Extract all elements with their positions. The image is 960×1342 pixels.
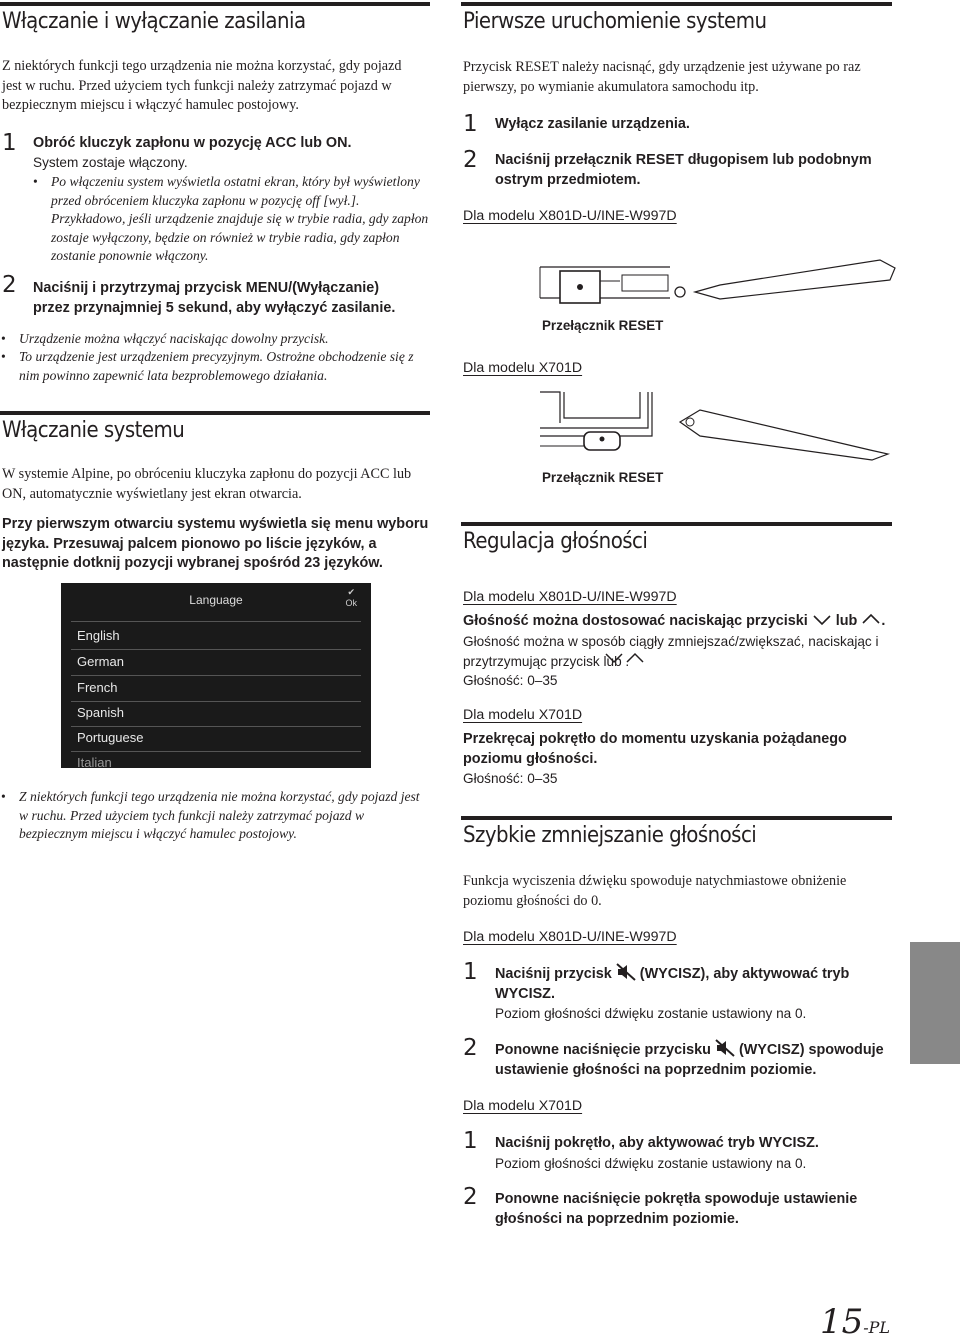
- chevron-down-icon: [604, 652, 624, 664]
- section-title: Włączanie systemu: [2, 418, 185, 443]
- language-item[interactable]: Spanish: [77, 705, 124, 720]
- page-number: [820, 1302, 890, 1342]
- step-number: 2: [463, 1184, 478, 1210]
- model-label: Dla modelu X801D-U/INE-W997D: [463, 929, 677, 945]
- instruction-bold: Przekręcaj pokrętło do momentu uzyskania pożądanego poziomu głośności.: [463, 731, 847, 767]
- step-number: 1: [463, 959, 478, 985]
- step-number: 2: [2, 272, 17, 298]
- divider: [71, 726, 361, 727]
- bullet-note: • Z niektórych funkcji tego urządzenia nie można korzystać, gdy pojazd jest w ruchu. Przed użyciem tych funkcji należy zatrzymać pojazd w bezpiecznym miejscu i włączyć hamulec postojowy.: [19, 788, 429, 844]
- step-number: 1: [463, 111, 478, 137]
- step-number: 2: [463, 1035, 478, 1061]
- section-title: Regulacja głośności: [463, 529, 648, 554]
- section-rule: [0, 411, 430, 415]
- instruction-text: lub: [835, 613, 858, 629]
- step-text-part: (WYCISZ), aby aktywować tryb WYCISZ.: [495, 966, 850, 1002]
- chevron-up-icon: [625, 652, 645, 664]
- instruction-text: Głośność można w sposób ciągły zmniejszać/zwiększać, naciskając i przytrzymując przycisk: [463, 634, 879, 669]
- section-rule: [461, 816, 892, 820]
- step-text: Ponowne naciśnięcie pokrętła spowoduje ustawienie głośności na poprzednim poziomie.: [495, 1191, 858, 1227]
- step-text: Wyłącz zasilanie urządzenia.: [495, 116, 690, 132]
- ok-label: Ok: [345, 598, 357, 608]
- step-number: 2: [463, 147, 478, 173]
- mute-icon: [616, 963, 636, 981]
- step-text: Obróć kluczyk zapłonu w pozycję ACC lub ON.: [33, 135, 352, 151]
- model-label: Dla modelu X701D: [463, 360, 583, 376]
- intro-text: W systemie Alpine, po obróceniu kluczyka zapłonu do pozycji ACC lub ON, automatycznie wyświetlany jest ekran otwarcia.: [2, 466, 412, 502]
- divider: [71, 649, 361, 650]
- model-label: Dla modelu X701D: [463, 707, 583, 723]
- bullet-note: • Po włączeniu system wyświetla ostatni ekran, który był wyświetlony przed obróceniem kluczyka zapłonu w pozycję off [wył.]. Przykładowo, jeśli urządzenie znajduje się w trybie radia, gdy zapłon zostaje wyłączony, będzie on również w trybie radia, gdy zapłon zostanie ponownie włączony.: [51, 173, 429, 266]
- device-reset-illustration: [540, 255, 900, 325]
- instruction-text: lub: [603, 653, 622, 669]
- step-text: [495, 1041, 895, 1080]
- step-text-part: Naciśnij przycisk: [495, 966, 612, 982]
- intro-text: Funkcja wyciszenia dźwięku spowoduje natychmiastowe obniżenie poziomu głośności do 0.: [463, 873, 847, 909]
- step-text: Naciśnij przełącznik RESET długopisem lub podobnym ostrym przedmiotem.: [495, 152, 872, 188]
- step-text-part: (WYCISZ) spowoduje ustawienie głośności na poprzednim poziomie.: [495, 1042, 884, 1078]
- step-number: 1: [2, 130, 17, 156]
- section-rule: [461, 2, 892, 6]
- intro-text: Przycisk RESET należy nacisnąć, gdy urządzenie jest używane po raz pierwszy, po wymianie akumulatora samochodu itp.: [463, 59, 861, 95]
- section-rule: [0, 2, 430, 6]
- section-title: Włączanie i wyłączanie zasilania: [2, 9, 306, 34]
- section-rule: [461, 522, 892, 526]
- model-label: Dla modelu X701D: [463, 1098, 583, 1114]
- language-screen: [61, 583, 371, 768]
- instruction-bold: Głośność można dostosować naciskając przyciski lub .: [463, 613, 886, 629]
- page-number-value: 15: [819, 1302, 864, 1342]
- section-title: Pierwsze uruchomienie systemu: [463, 9, 767, 34]
- model-label: Dla modelu X801D-U/INE-W997D: [463, 208, 677, 224]
- instruction-text: Głośność można w sposób ciągły zmniejszać/zwiększać, naciskając i przytrzymując przycisk lub .: [463, 634, 879, 669]
- volume-range: Głośność: 0–35: [463, 673, 558, 688]
- language-item[interactable]: Italian: [77, 755, 112, 768]
- step-text-part: Ponowne naciśnięcie przycisku: [495, 1042, 711, 1058]
- bullet-note: • To urządzenie jest urządzeniem precyzyjnym. Ostrożne obchodzenie się z nim powinno zapewnić lata bezproblemowego działania.: [19, 348, 429, 385]
- instruction-text: Głośność można dostosować naciskając przyciski: [463, 613, 808, 629]
- section-title: Szybkie zmniejszanie głośności: [463, 823, 757, 848]
- step-result: Poziom głośności dźwięku zostanie ustawiony na 0.: [495, 1006, 807, 1021]
- bullet-note: • Urządzenie można włączyć naciskając dowolny przycisk.: [19, 330, 429, 349]
- divider: [71, 701, 361, 702]
- chevron-down-icon: [812, 614, 832, 626]
- model-label: Dla modelu X801D-U/INE-W997D: [463, 589, 677, 605]
- chevron-up-icon: [861, 613, 881, 625]
- intro-text: Z niektórych funkcji tego urządzenia nie można korzystać, gdy pojazd jest w ruchu. Przed użyciem tych funkcji należy zatrzymać pojazd w bezpiecznym miejscu i włączyć hamulec postojowy.: [2, 58, 402, 113]
- language-item[interactable]: German: [77, 654, 124, 669]
- figure-caption: Przełącznik RESET: [542, 470, 664, 485]
- divider: [71, 751, 361, 752]
- language-item[interactable]: Portuguese: [77, 730, 144, 745]
- mute-icon: [715, 1039, 735, 1057]
- device-reset-illustration: [540, 388, 900, 463]
- page-language-suffix: -PL: [863, 1318, 890, 1337]
- divider: [71, 675, 361, 676]
- step-text: [495, 965, 885, 1004]
- step-text: Naciśnij pokrętło, aby aktywować tryb WYCISZ.: [495, 1135, 819, 1151]
- divider: [71, 621, 361, 622]
- step-result: System zostaje włączony.: [33, 155, 188, 170]
- step-number: 1: [463, 1128, 478, 1154]
- language-item[interactable]: French: [77, 680, 118, 695]
- ok-button[interactable]: [345, 587, 357, 608]
- figure-caption: Przełącznik RESET: [542, 318, 664, 333]
- chapter-tab: [910, 942, 960, 1064]
- volume-range: Głośność: 0–35: [463, 771, 558, 786]
- step-text: Naciśnij i przytrzymaj przycisk MENU/(Wyłączanie) przez przynajmniej 5 sekund, aby wyłączyć zasilanie.: [33, 280, 396, 316]
- language-item[interactable]: English: [77, 628, 120, 643]
- step-result: Poziom głośności dźwięku zostanie ustawiony na 0.: [495, 1156, 807, 1171]
- language-screen-title: Language: [189, 593, 243, 607]
- check-icon: ✔: [347, 587, 356, 597]
- instruction-bold: Przy pierwszym otwarciu systemu wyświetla się menu wyboru języka. Przesuwaj palcem pionowo po liście języków, a następnie dotknij pozycji wybranej spośród 23 języków.: [2, 516, 429, 571]
